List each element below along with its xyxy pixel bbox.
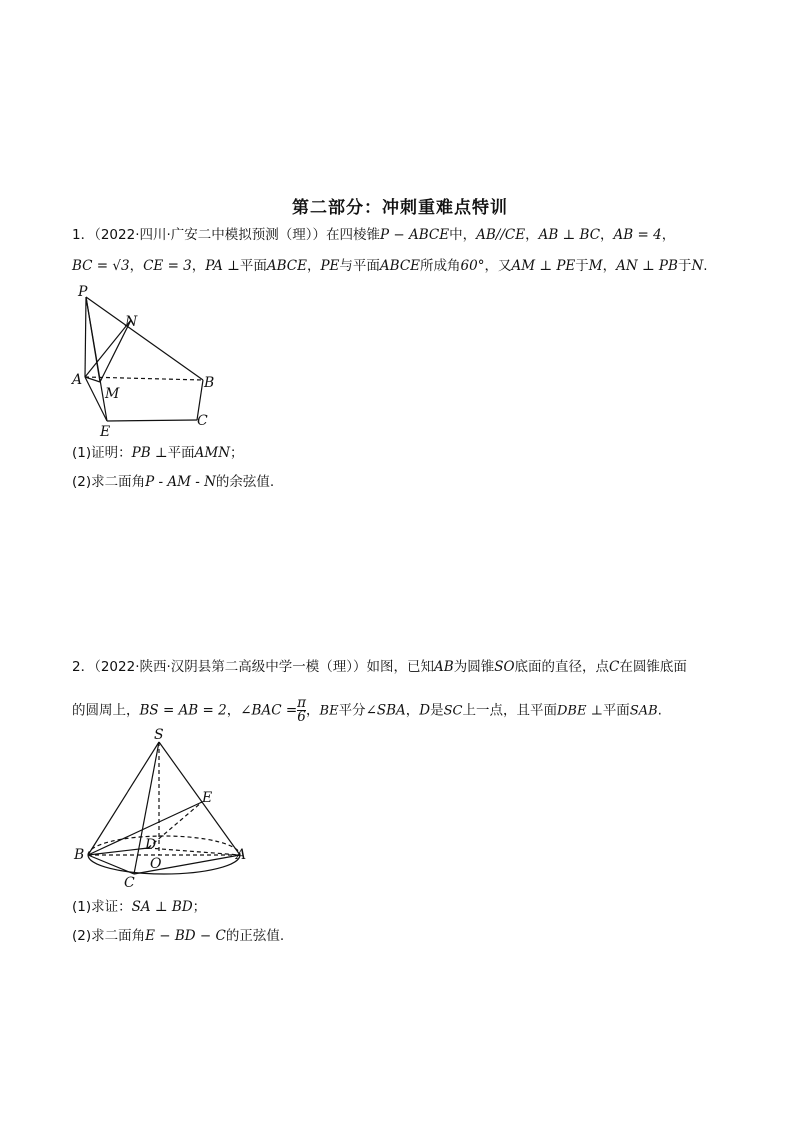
q2-s1-text: (1)求证：	[72, 899, 132, 915]
q1-math-pa-perp: PA ⊥	[205, 258, 240, 274]
fig2-label-c: C	[124, 875, 135, 891]
q2-s2-text: 的正弦值.	[225, 928, 285, 944]
q1-math-ab-perp-bc: AB ⊥ BC	[538, 227, 601, 243]
q1-text: .	[703, 258, 708, 274]
q1-math-an-perp-pb: AN ⊥ PB	[616, 258, 678, 274]
q1-text: 与平面	[339, 258, 380, 274]
fraction-numerator: π	[297, 695, 307, 711]
q2-math-bs-ab: BS = AB = 2	[139, 702, 227, 719]
q1-math-pabce: P − ABCE	[380, 227, 450, 243]
fig2-label-o: O	[150, 856, 162, 872]
q2-s1-text: ；	[192, 899, 207, 915]
q1-text: ，	[191, 258, 206, 274]
q2-text: ，	[306, 702, 320, 719]
fig1-label-m: M	[105, 386, 120, 402]
q1-subquestion-2	[72, 472, 274, 492]
q1-text: 中，	[449, 227, 477, 243]
q1-math-abce-2: ABCE	[379, 258, 421, 274]
q2-s2-text: (2)求二面角	[72, 928, 146, 944]
q1-text: 所成角	[420, 258, 461, 274]
q1-s1-math-amn: AMN	[194, 445, 231, 461]
q1-text: ，	[602, 258, 617, 274]
q1-s1-text: ；	[230, 445, 244, 461]
q2-fraction-pi-over-6	[297, 697, 306, 724]
q2-text: 上一点，且平面	[462, 702, 557, 719]
q2-math-d: D	[419, 702, 431, 719]
q1-text: 平面	[239, 258, 267, 274]
q1-math-ce: CE = 3	[143, 258, 192, 274]
fig1-label-n: N	[125, 314, 138, 330]
q1-text: ，	[661, 227, 676, 243]
q2-cone-figure	[60, 725, 260, 895]
q1-math-m: M	[588, 258, 603, 274]
q1-math-am-perp-pe: AM ⊥ PE	[511, 258, 576, 274]
q1-s1-math: PB ⊥	[131, 445, 168, 461]
q1-math-abce: ABCE	[266, 258, 307, 274]
q1-pyramid-figure	[60, 280, 240, 440]
q1-text: 于	[677, 258, 692, 274]
q1-s2-math: P - AM - N	[145, 474, 216, 490]
fig2-label-a: A	[236, 847, 247, 863]
fig2-label-d: D	[145, 837, 157, 853]
edge-ab-hidden	[85, 377, 203, 380]
q2-math-ab: AB	[434, 659, 454, 675]
edge-pa	[85, 297, 86, 377]
q2-subquestion-2	[72, 926, 284, 946]
fig2-label-s: S	[154, 727, 164, 743]
q2-text: 底面的直径，点	[514, 659, 610, 675]
q2-math-dbe-perp: DBE ⊥	[556, 703, 603, 719]
edge-pb	[86, 297, 203, 380]
edge-pm	[86, 297, 100, 382]
q1-text: ，又	[484, 258, 512, 274]
q1-math-ab-eq-4: AB = 4	[613, 227, 662, 243]
q2-text: .	[657, 702, 662, 719]
fig1-label-c: C	[197, 413, 208, 429]
q2-line1	[72, 657, 687, 677]
q1-math-bc: BC = √3	[72, 258, 130, 274]
fig2-label-b: B	[74, 847, 85, 863]
q1-math-ab-parallel-ce: AB//CE	[476, 227, 526, 243]
q2-math-angle-bac: ∠BAC =	[240, 702, 298, 719]
q2-s1-math: SA ⊥ BD	[131, 899, 193, 915]
edge-ec	[107, 420, 197, 421]
q2-text: 的圆周上，	[72, 702, 140, 719]
q1-subquestion-1	[72, 443, 244, 463]
q2-text: 是	[430, 702, 444, 719]
fig1-label-e: E	[100, 424, 111, 440]
q2-source: 2．（2022·陕西·汉阴县第二高级中学一模（理））如图，已知	[72, 659, 435, 675]
q1-s1-text: (1)证明：	[72, 445, 132, 461]
q2-text: ，	[226, 702, 241, 719]
fig1-label-a: A	[72, 372, 83, 388]
fig1-label-p: P	[78, 284, 88, 300]
edge-da	[148, 848, 240, 855]
q2-text: ，	[405, 702, 420, 719]
q1-math-n: N	[691, 258, 704, 274]
q1-line1	[72, 225, 675, 245]
q2-math-angle-sba: ∠SBA	[365, 702, 406, 719]
q1-text: ，	[306, 258, 321, 274]
q2-text: 平面	[602, 702, 630, 719]
q1-source: 1．（2022·四川·广安二中模拟预测（理））在四棱锥	[72, 227, 381, 243]
q2-math-so: SO	[494, 659, 515, 675]
q2-math-c: C	[609, 659, 620, 675]
edge-bd	[88, 848, 148, 855]
fraction-denominator: 6	[297, 709, 306, 725]
q1-text: ，	[129, 258, 144, 274]
q2-text: 平分	[338, 702, 366, 719]
q2-s2-math: E − BD − C	[145, 928, 226, 944]
q2-line2	[72, 697, 662, 724]
q1-s2-text: (2)求二面角	[72, 474, 146, 490]
q1-math-pe: PE	[320, 258, 340, 274]
q2-math-be: BE	[319, 703, 339, 719]
q1-math-60deg: 60°	[460, 258, 485, 274]
edge-sa	[159, 742, 240, 855]
q1-s2-text: 的余弦值.	[215, 474, 275, 490]
q1-text: ，	[525, 227, 539, 243]
q1-line2	[72, 256, 708, 276]
q1-text: ，	[600, 227, 614, 243]
q2-subquestion-1	[72, 897, 206, 917]
section-title: 第二部分：冲刺重难点特训	[292, 198, 508, 218]
q2-text: 在圆锥底面	[619, 659, 687, 675]
fig2-label-e: E	[202, 790, 213, 806]
q2-math-sab: SAB	[629, 703, 658, 719]
q1-s1-text: 平面	[167, 445, 195, 461]
q2-text: 为圆锥	[453, 659, 495, 675]
q1-text: 于	[575, 258, 589, 274]
q2-math-sc: SC	[443, 703, 463, 719]
fig1-label-b: B	[204, 375, 215, 391]
